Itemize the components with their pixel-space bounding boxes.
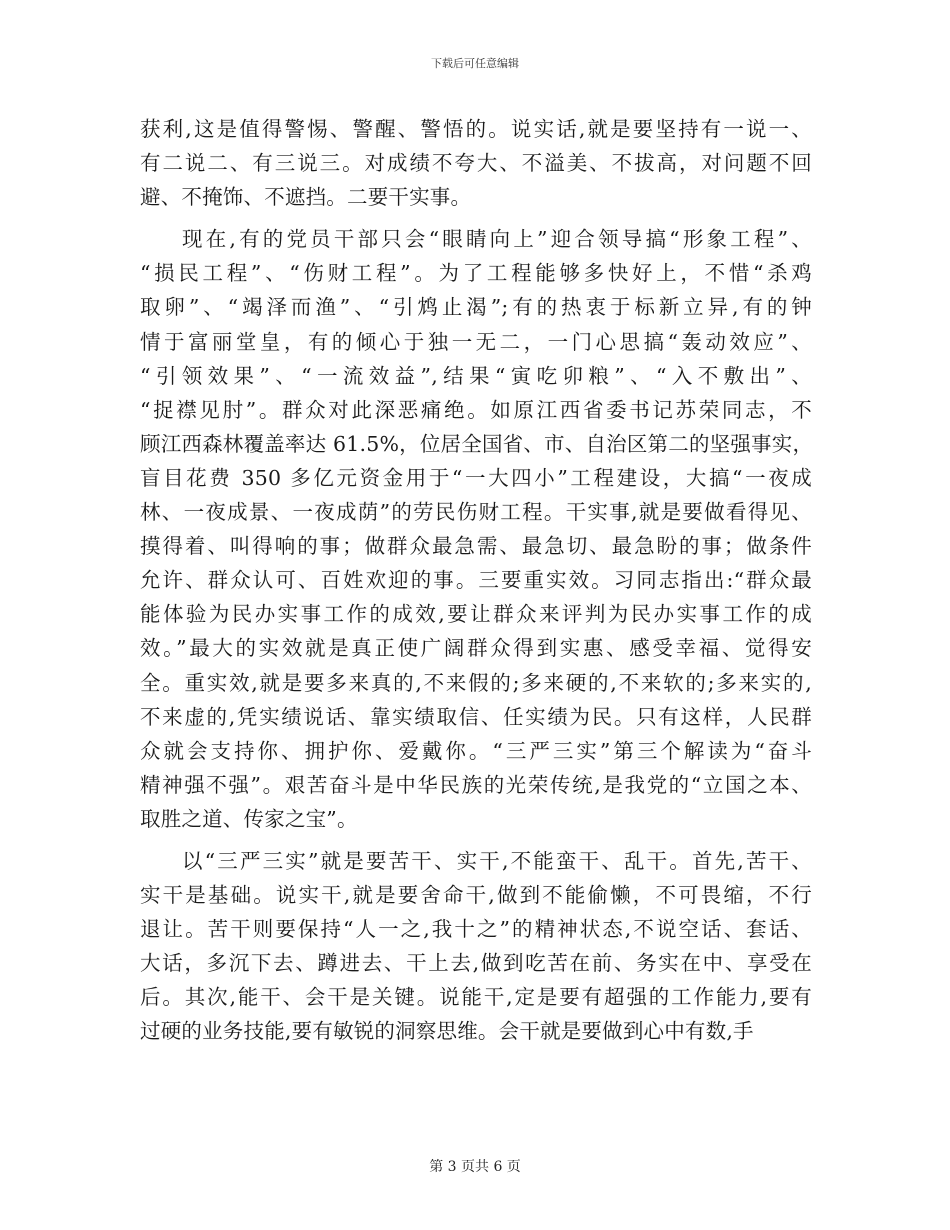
page-header: 下载后可任意编辑 — [431, 57, 519, 70]
text-line: 退让。苦干则要保持“人一之,我十之”的精神状态,不说空话、套话、 — [140, 917, 812, 942]
page-footer: 第 3 页共 6 页 — [429, 1159, 521, 1175]
text-line: “捉襟见肘”。群众对此深恶痛绝。如原江西省委书记苏荣同志，不 — [140, 397, 812, 422]
text-line: 避、不掩饰、不遮挡。二要干实事。 — [140, 185, 472, 210]
text-line: 不来虚的,凭实绩说话、靠实绩取信、任实绩为民。只有这样，人民群 — [140, 704, 812, 729]
text-line: 大话，多沉下去、蹲进去、干上去,做到吃苦在前、务实在中、享受在 — [140, 951, 812, 976]
text-line: 盲目花费 350 多亿元资金用于“一大四小”工程建设，大搞“一夜成 — [140, 465, 812, 490]
paragraph-gap — [140, 214, 812, 222]
text-line: “引领效果”、“一流效益”,结果“寅吃卯粮”、“入不敷出”、 — [140, 363, 812, 388]
paragraph — [140, 844, 812, 1049]
text-line: 实干是基础。说实干,就是要舍命干,做到不能偷懒，不可畏缩，不行 — [140, 883, 812, 908]
paragraph — [140, 222, 812, 836]
text-line: 精神强不强”。艰苦奋斗是中华民族的光荣传统,是我党的“立国之本、 — [140, 772, 812, 797]
text-line: 后。其次,能干、会干是关键。说能干,定是要有超强的工作能力,要有 — [140, 985, 812, 1010]
document-body — [140, 112, 812, 1049]
text-line: 顾江西森林覆盖率达 61.5%，位居全国省、市、自治区第二的坚强事实， — [140, 431, 814, 456]
paragraph — [140, 112, 812, 214]
text-line: 以“三严三实”就是要苦干、实干,不能蛮干、乱干。首先,苦干、 — [182, 848, 812, 873]
text-line: 取胜之道、传家之宝”。 — [140, 806, 358, 831]
text-line: 允许、群众认可、百姓欢迎的事。三要重实效。习同志指出:“群众最 — [140, 568, 812, 593]
text-line: 取卵”、“竭泽而渔”、“引鸩止渴”;有的热衷于标新立异,有的钟 — [140, 295, 812, 320]
text-line: 过硬的业务技能,要有敏锐的洞察思维。会干就是要做到心中有数,手 — [140, 1019, 754, 1044]
text-line: “损民工程”、“伤财工程”。为了工程能够多快好上，不惜“杀鸡 — [140, 261, 812, 286]
text-line: 林、一夜成景、一夜成荫”的劳民伤财工程。干实事,就是要做看得见、 — [140, 500, 812, 525]
text-line: 现在,有的党员干部只会“眼睛向上”迎合领导搞“形象工程”、 — [182, 227, 812, 252]
text-line: 有二说二、有三说三。对成绩不夸大、不溢美、不拔高，对问题不回 — [140, 151, 812, 176]
text-line: 效。”最大的实效就是真正使广阔群众得到实惠、感受幸福、觉得安 — [140, 636, 812, 661]
paragraph-gap — [140, 836, 812, 844]
text-line: 全。重实效,就是要多来真的,不来假的;多来硬的,不来软的;多来实的, — [140, 670, 812, 695]
text-line: 能体验为民办实事工作的成效,要让群众来评判为民办实事工作的成 — [140, 602, 812, 627]
text-line: 众就会支持你、拥护你、爱戴你。“三严三实”第三个解读为“奋斗 — [140, 738, 812, 763]
text-line: 情于富丽堂皇，有的倾心于独一无二，一门心思搞“轰动效应”、 — [140, 329, 812, 354]
text-line: 摸得着、叫得响的事；做群众最急需、最急切、最急盼的事；做条件 — [140, 534, 812, 559]
text-line: 获利,这是值得警惕、警醒、警悟的。说实话,就是要坚持有一说一、 — [140, 117, 812, 141]
